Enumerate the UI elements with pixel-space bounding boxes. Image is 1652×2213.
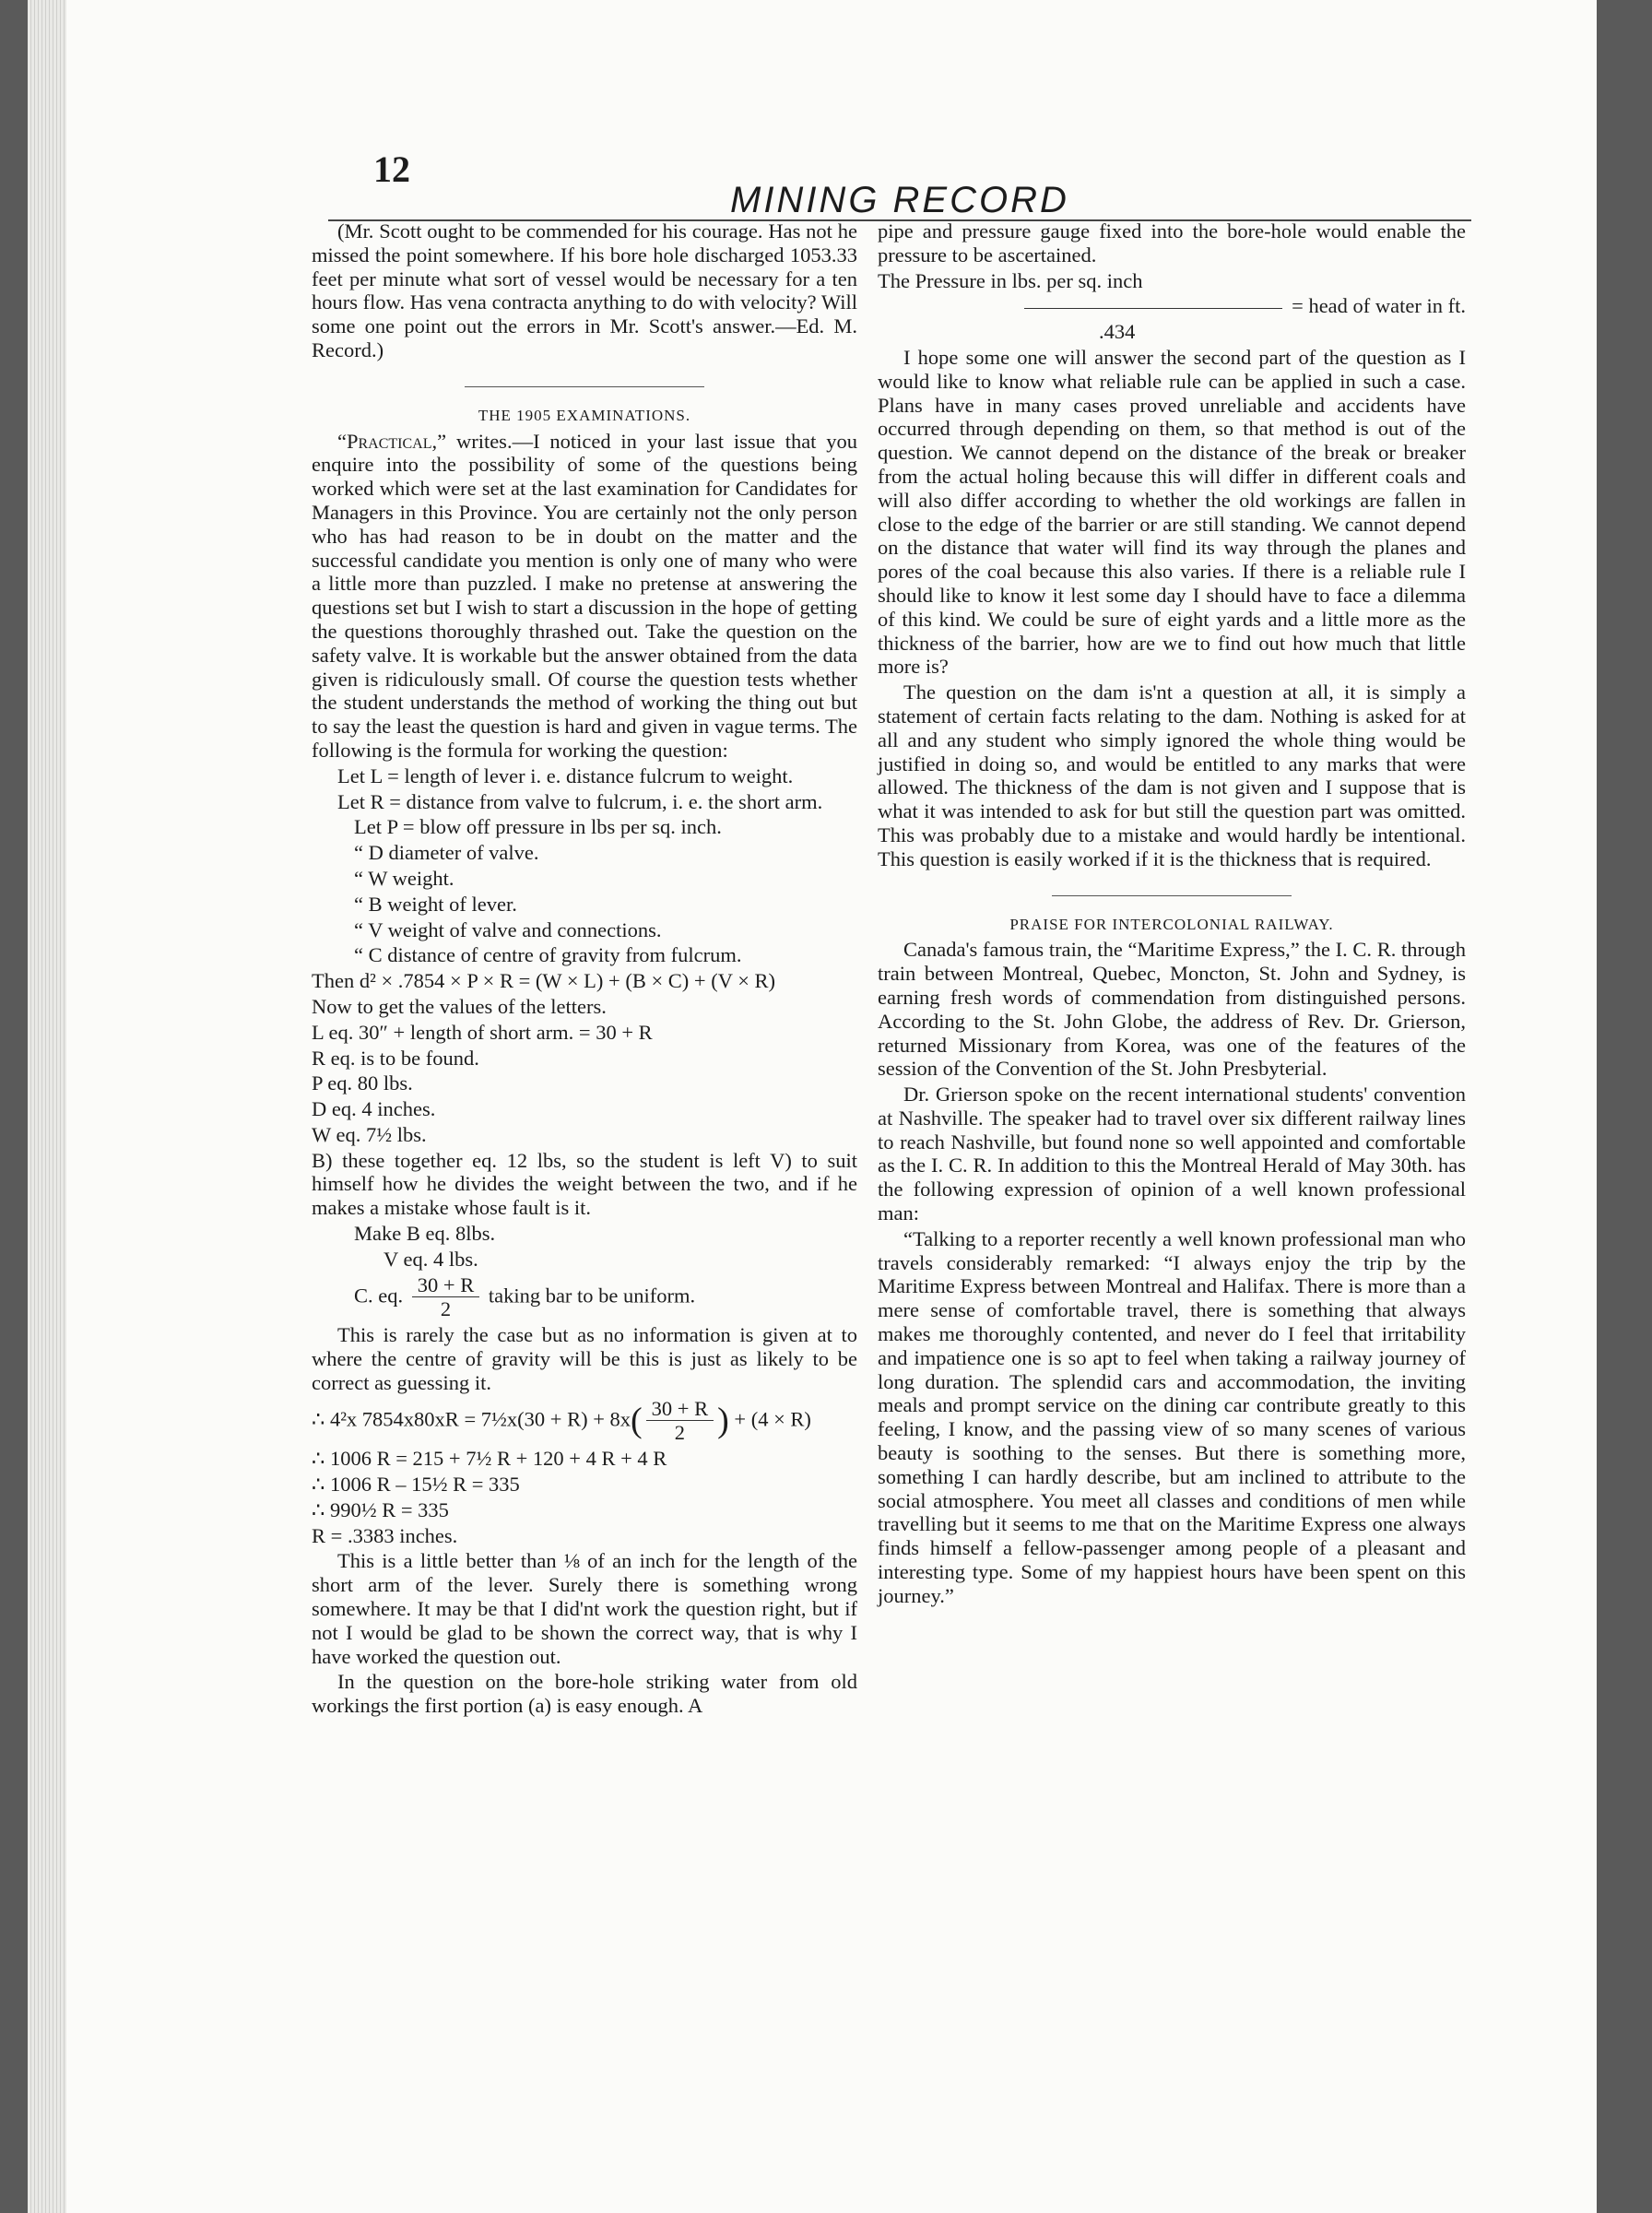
equation-4: ∴ 990½ R = 335 bbox=[312, 1497, 449, 1521]
value-p: P eq. 80 lbs. bbox=[312, 1071, 413, 1095]
eq1-denominator: 2 bbox=[674, 1421, 686, 1445]
definition-w: “ W weight. bbox=[354, 866, 454, 890]
article-paragraph: Dr. Grierson spoke on the recent international students' convention at Nashville. The speaker had to travel over six different railway lines to reach Nashville, but found none so well appointed and comfortable as the I. C. R. In addition to this the Montreal Herald of May 30th. has the following expression of opinion of a well known professional man: bbox=[878, 1083, 1466, 1225]
definition-d: “ D diameter of valve. bbox=[354, 841, 539, 865]
definition-p: Let P = blow off pressure in lbs per sq. inch. bbox=[354, 815, 722, 839]
eq1-fraction bbox=[646, 1397, 714, 1446]
pressure-denominator: .434 bbox=[1099, 320, 1136, 344]
value-r: R eq. is to be found. bbox=[312, 1046, 479, 1070]
lever-formula: Then d² × .7854 × P × R = (W × L) + (B × C) + (V × R) bbox=[312, 969, 776, 993]
c-tail: taking bar to be uniform. bbox=[488, 1284, 696, 1308]
masthead-title: MINING RECORD bbox=[730, 180, 1069, 220]
intro-text: writes.—I noticed in your last issue that you enquire into the possibility of some of the questions being worked which were set at the last examination for Candidates for Managers in this Province. You are certainly not the only person who has had reason to be in doubt on the matter and the successful candidate you mention is only one of many who were a little more than puzzled. I make no pretense at answering the questions set but I wish to start a discussion in the hope of getting the questions thoroughly thrashed out. Take the question on the safety valve. It is workable but the answer obtained from the data given is ridiculously small. Of course the question tests whether the student understands the method of working the thing out but to say the least the question is hard and given in vague terms. The following is the formula for working the question: bbox=[312, 429, 858, 762]
value-l: L eq. 30″ + length of short arm. = 30 + R bbox=[312, 1020, 653, 1044]
section-divider bbox=[465, 386, 704, 387]
c-fraction bbox=[412, 1273, 479, 1322]
article-paragraph: In the question on the bore-hole striking water from old workings the first portion (a) is easy enough. A bbox=[312, 1670, 857, 1718]
definition-c: “ C distance of centre of gravity from fulcrum. bbox=[354, 943, 742, 967]
article-paragraph: I hope some one will answer the second part of the question as I would like to know what reliable rule can be applied in such a case. Plans have in many cases proved unreliable and accidents have occurred through depending on them, so that method is out of the question. We cannot depend on the distance of the break or breaker from the actual holing because this will differ in different coals and will also differ according to whether the old workings are fallen in close to the edge of the barrier or are still standing. We cannot depend on the distance that water will find its way through the planes and pores of the coal because this also varies. If there is a reliable rule I should like to know it lest some day I should have to face a dilemma of this kind. We could be sure of eight yards and a little more as the thickness of the barrier, how are we to find out how much that little more is? bbox=[878, 345, 1466, 679]
definition-r: Let R = distance from valve to fulcrum, i. e. the short arm. bbox=[337, 789, 823, 813]
equation-3: ∴ 1006 R – 15½ R = 335 bbox=[312, 1473, 520, 1497]
value-bv: B) these together eq. 12 lbs, so the student is left V) to suit himself how he divides the weight between the two, and if he makes a mistake whose fault is it. bbox=[312, 1148, 857, 1220]
page-number: 12 bbox=[373, 148, 410, 190]
article-paragraph: The question on the dam is'nt a question at all, it is simply a statement of certain facts relating to the dam. Nothing is asked for at all and any student who simply ignored the whole thing would be justified in doing so, and would be entitled to any marks that were allowed. The thickness of the dam is not given and I suppose that is what it was intended to ask for but still the question part was omitted. This was probably due to a mistake and would hardly be intentional. This question is easily worked if it is the thickness that is required. bbox=[878, 680, 1466, 870]
c-numerator: 30 + R bbox=[412, 1273, 479, 1298]
article-paragraph: Canada's famous train, the “Maritime Express,” the I. C. R. through train between Montreal, Quebec, Moncton, St. John and Sydney, is earning fresh words of commendation from distinguished persons. According to the St. John Globe, the address of Rev. Dr. Grierson, returned Missionary from Korea, was one of the features of the session of the Convention of the St. John Presbyterial. bbox=[878, 938, 1466, 1081]
close-paren: ) bbox=[717, 1401, 729, 1440]
left-column bbox=[312, 219, 857, 1720]
values-intro: Now to get the values of the letters. bbox=[312, 994, 607, 1018]
fraction-bar bbox=[1024, 308, 1282, 309]
make-v: V eq. 4 lbs. bbox=[384, 1247, 478, 1271]
page-edges bbox=[28, 0, 66, 2213]
equation-2: ∴ 1006 R = 215 + 7½ R + 120 + 4 R + 4 R bbox=[312, 1447, 667, 1471]
make-b: Make B eq. 8lbs. bbox=[354, 1222, 496, 1246]
eq1-right: + (4 × R) bbox=[734, 1407, 811, 1431]
open-paren: ( bbox=[631, 1401, 643, 1440]
article-paragraph: This is rarely the case but as no information is given at to where the centre of gravity will be this is just as likely to be correct as guessing it. bbox=[312, 1323, 857, 1394]
continued-paragraph: pipe and pressure gauge fixed into the bore-hole would enable the pressure to be ascertained. bbox=[878, 219, 1466, 266]
equation-1 bbox=[312, 1397, 857, 1446]
article-paragraph bbox=[312, 430, 857, 763]
pressure-formula-label: The Pressure in lbs. per sq. inch bbox=[878, 268, 1143, 292]
c-denominator: 2 bbox=[440, 1297, 452, 1321]
definition-b: “ B weight of lever. bbox=[354, 892, 517, 916]
equation-5: R = .3383 inches. bbox=[312, 1523, 458, 1547]
eq1-numerator: 30 + R bbox=[646, 1397, 714, 1422]
right-column bbox=[878, 219, 1466, 1610]
pressure-result: = head of water in ft. bbox=[1292, 294, 1466, 318]
c-eq-label: C. eq. bbox=[354, 1284, 404, 1308]
author-pseudonym: “Practical,” bbox=[337, 429, 447, 453]
value-c bbox=[312, 1273, 857, 1322]
editor-note: (Mr. Scott ought to be commended for his courage. Has not he missed the point somewhere. If his bore hole discharged 1053.33 feet per minute what sort of vessel would be necessary for a ten hours flow. Has vena contracta anything to do with velocity? Will some one point out the errors in Mr. Scott's answer.—Ed. M. Record.) bbox=[312, 219, 857, 361]
definition-l: Let L = length of lever i. e. distance fulcrum to weight. bbox=[337, 763, 794, 787]
article-paragraph: This is a little better than ⅛ of an inch for the length of the short arm of the lever. Surely there is something wrong somewhere. It may be that I did'nt work the question right, but if not I would be glad to be shown the correct way, that is why I have worked the question out. bbox=[312, 1549, 857, 1668]
section-divider bbox=[1052, 895, 1292, 896]
definition-v: “ V weight of valve and connections. bbox=[354, 917, 662, 941]
value-w: W eq. 7½ lbs. bbox=[312, 1122, 427, 1146]
article-heading-examinations: THE 1905 EXAMINATIONS. bbox=[478, 406, 691, 424]
article-heading-railway: PRAISE FOR INTERCOLONIAL RAILWAY. bbox=[1009, 915, 1334, 933]
article-paragraph: “Talking to a reporter recently a well known professional man who travels considerably remarked: “I always enjoy the trip by the Maritime Express between Montreal and Halifax. There is more than a mere sense of comfortable travel, there is something that always makes me thoroughly contented, and never do I feel that irritability and impatience one is so apt to feel when taking a railway journey of long duration. The splendid cars and accommodation, the inviting meals and prompt service on the dining car contribute greatly to this feeling, I know, and the passing view of so many scenes of various beauty is soothing to the senses. But there is something more, something I can hardly describe, but am inclined to attribute to the social atmosphere. You meet all classes and conditions of men while travelling but it seems to me that on the Maritime Express one always finds himself a fellow-passenger among people of a pleasant and interesting type. Some of my happiest hours have been spent on this journey.” bbox=[878, 1226, 1466, 1607]
value-d: D eq. 4 inches. bbox=[312, 1097, 436, 1121]
eq1-left: ∴ 4²x 7854x80xR = 7½x(30 + R) + 8x bbox=[312, 1407, 631, 1431]
pressure-formula-line bbox=[878, 294, 1466, 318]
